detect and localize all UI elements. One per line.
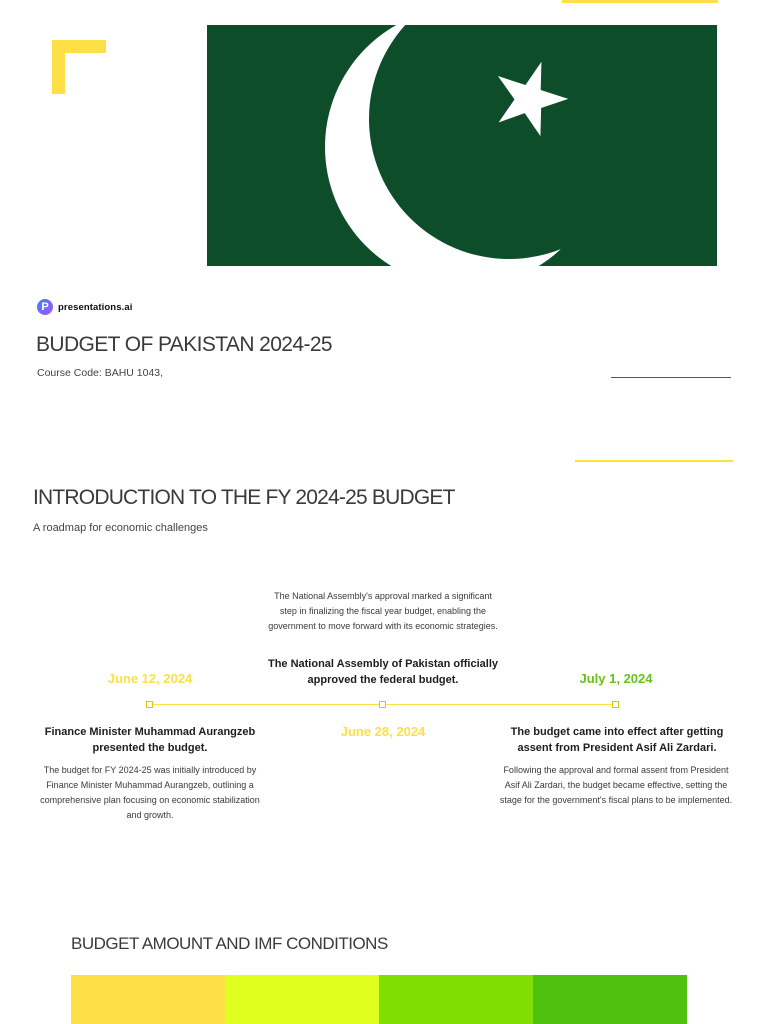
course-code: Course Code: BAHU 1043,	[37, 367, 164, 379]
milestone-date: July 1, 2024	[579, 671, 653, 686]
milestone-heading: The National Assembly of Pakistan officially approved the federal budget.	[267, 658, 499, 686]
milestone-description: The budget for FY 2024-25 was initially introduced by Finance Minister Muhammad Aurangzeb, outlining a comprehensive plan focusing on economic stabilization and growth.	[40, 765, 260, 820]
timeline-node	[379, 701, 386, 708]
timeline-node	[146, 701, 153, 708]
milestone-date: June 28, 2024	[340, 724, 426, 739]
slide-title: BUDGET AMOUNT AND IMF CONDITIONS	[71, 934, 388, 953]
slide-title: INTRODUCTION TO THE FY 2024-25 BUDGET	[33, 486, 455, 509]
divider-line	[611, 377, 731, 378]
milestone-date: June 12, 2024	[107, 671, 193, 686]
slide-title: BUDGET OF PAKISTAN 2024-25	[36, 333, 333, 356]
color-band-segment	[225, 975, 379, 1024]
brand-name: presentations.ai	[58, 301, 133, 313]
color-band-segment	[379, 975, 533, 1024]
color-band-segment	[533, 975, 687, 1024]
slide-subtitle: A roadmap for economic challenges	[33, 522, 208, 534]
brand-logo	[37, 298, 132, 316]
milestone-description: The National Assembly's approval marked a significant step in finalizing the fiscal year budget, enabling the government to move forward with its economic strategies.	[268, 591, 498, 631]
timeline-node	[612, 701, 619, 708]
top-accent-bar	[562, 0, 718, 3]
milestone-heading: The budget came into effect after getting assent from President Asif Ali Zardari.	[510, 726, 724, 754]
milestone-heading: Finance Minister Muhammad Aurangzeb presented the budget.	[44, 726, 256, 754]
brand-icon: P	[37, 299, 53, 315]
color-band	[71, 975, 687, 1024]
corner-bracket-decoration	[52, 40, 106, 94]
accent-line	[575, 460, 733, 462]
color-band-segment	[71, 975, 225, 1024]
milestone-description: Following the approval and formal assent from President Asif Ali Zardari, the budget became effective, setting the stage for the government's fiscal plans to be implemented.	[499, 765, 733, 805]
pakistan-flag-icon	[207, 25, 717, 266]
